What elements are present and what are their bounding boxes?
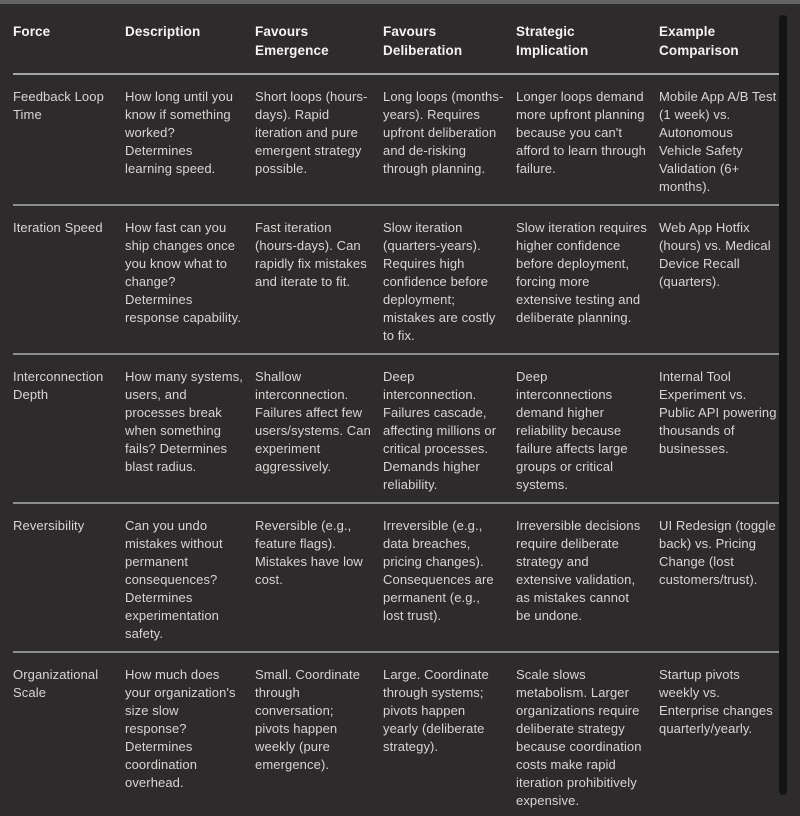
cell-example-comparison: Web App Hotfix (hours) vs. Medical Device Recall (quarters). xyxy=(659,205,781,354)
cell-force: Organizational Scale xyxy=(13,667,99,700)
cell-force: Reversibility xyxy=(13,503,125,652)
cell-strategic-implication: Longer loops demand more upfront planning because you can't afford to learn through failure. xyxy=(516,74,659,205)
cell-favours-emergence: Short loops (hours-days). Rapid iteration and pure emergent strategy possible. xyxy=(255,74,383,205)
cell-favours-emergence: Small. Coordinate through conversation; pivots happen weekly (pure emergence). xyxy=(255,667,361,772)
column-header-favours-deliberation: Favours Deliberation xyxy=(383,4,516,74)
column-header-force: Force xyxy=(13,4,125,74)
cell-favours-deliberation: Slow iteration (quarters-years). Requires high confidence before deployment; mistakes are costly to fix. xyxy=(383,205,516,354)
cell-favours-deliberation: Large. Coordinate through systems; pivots happen yearly (deliberate strategy). xyxy=(383,667,489,754)
cell-description: How much does your organization's size slow response? Determines coordination overhead. xyxy=(125,667,236,790)
cell-description: How fast can you ship changes once you know what to change? Determines response capability. xyxy=(125,205,255,354)
cell-example-comparison: UI Redesign (toggle back) vs. Pricing Change (lost customers/trust). xyxy=(659,503,781,652)
cell-force: Interconnection Depth xyxy=(13,354,125,503)
header-row xyxy=(13,4,781,74)
cell-example-comparison: Internal Tool Experiment vs. Public API powering thousands of businesses. xyxy=(659,354,781,503)
cell-force: Feedback Loop Time xyxy=(13,74,125,205)
table-row-feedback-loop-time xyxy=(13,74,781,205)
cell-favours-deliberation: Long loops (months-years). Requires upfront deliberation and de-risking through planning. xyxy=(383,74,516,205)
cell-example-comparison: Startup pivots weekly vs. Enterprise changes quarterly/yearly. xyxy=(659,667,773,736)
column-header-description: Description xyxy=(125,4,255,74)
table-row-interconnection-depth xyxy=(13,354,781,503)
cell-strategic-implication: Slow iteration requires higher confidence before deployment, forcing more extensive testing and deliberate planning. xyxy=(516,205,659,354)
column-header-example-comparison: Example Comparison xyxy=(659,4,781,74)
cell-force: Iteration Speed xyxy=(13,205,125,354)
table-row-iteration-speed xyxy=(13,205,781,354)
column-header-strategic-implication: Strategic Implication xyxy=(516,4,659,74)
forces-comparison-table xyxy=(13,4,781,816)
vertical-scrollbar[interactable] xyxy=(779,4,787,812)
cell-example-comparison: Mobile App A/B Test (1 week) vs. Autonomous Vehicle Safety Validation (6+ months). xyxy=(659,74,781,205)
cell-favours-emergence: Fast iteration (hours-days). Can rapidly fix mistakes and iterate to fit. xyxy=(255,205,383,354)
cell-description: Can you undo mistakes without permanent consequences? Determines experimentation safety. xyxy=(125,503,255,652)
cell-strategic-implication: Scale slows metabolism. Larger organizations require deliberate strategy because coordination costs make rapid iteration prohibitively expensive. xyxy=(516,667,642,808)
column-header-favours-emergence: Favours Emergence xyxy=(255,4,383,74)
cell-favours-emergence: Shallow interconnection. Failures affect few users/systems. Can experiment aggressively. xyxy=(255,354,383,503)
cell-strategic-implication: Deep interconnections demand higher reliability because failure affects large groups or critical systems. xyxy=(516,354,659,503)
table-row-reversibility xyxy=(13,503,781,652)
cell-strategic-implication: Irreversible decisions require deliberate strategy and extensive validation, as mistakes cannot be undone. xyxy=(516,503,659,652)
cell-description: How long until you know if something worked? Determines learning speed. xyxy=(125,74,255,205)
cell-favours-emergence: Reversible (e.g., feature flags). Mistakes have low cost. xyxy=(255,503,383,652)
cell-favours-deliberation: Irreversible (e.g., data breaches, pricing changes). Consequences are permanent (e.g., lost trust). xyxy=(383,503,516,652)
cell-description: How many systems, users, and processes break when something fails? Determines blast radius. xyxy=(125,354,255,503)
cell-favours-deliberation: Deep interconnection. Failures cascade, affecting millions or critical processes. Demands higher reliability. xyxy=(383,354,516,503)
scrollbar-thumb[interactable] xyxy=(779,15,787,795)
table-row-organizational-scale xyxy=(13,652,781,816)
